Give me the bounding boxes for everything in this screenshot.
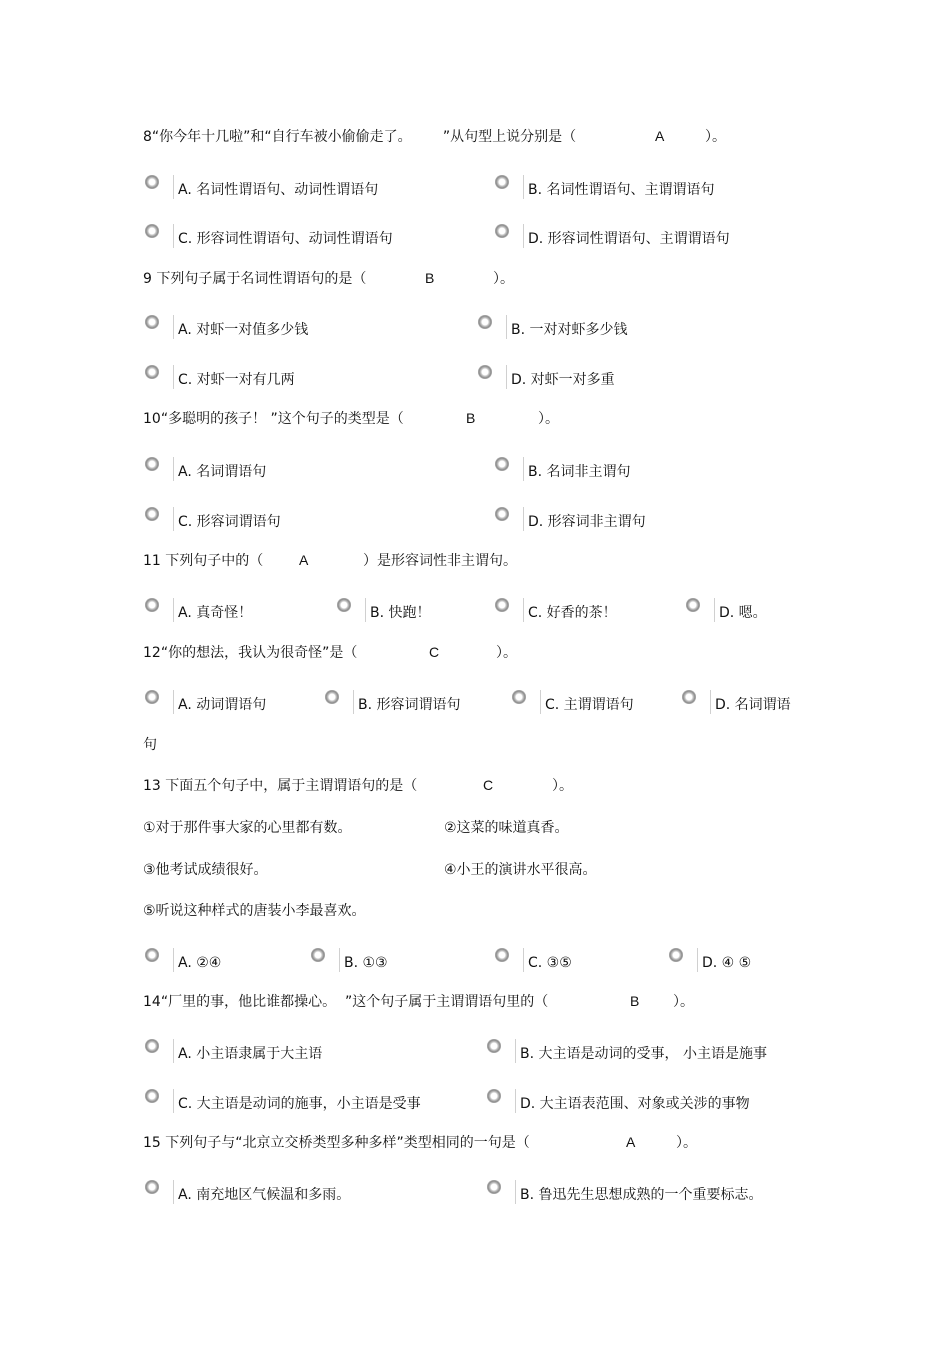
- divider: [173, 1180, 174, 1204]
- divider: [173, 224, 174, 248]
- radio-button[interactable]: [478, 365, 492, 379]
- divider: [173, 1039, 174, 1063]
- divider: [515, 1089, 516, 1113]
- question-10-stem: 10“多聪明的孩子！ ”这个句子的类型是（: [143, 411, 404, 427]
- radio-button[interactable]: [682, 690, 696, 704]
- question-14-stem-end: ）。: [673, 994, 694, 1010]
- question-15-stem-end: ）。: [676, 1135, 697, 1151]
- divider: [523, 507, 524, 531]
- divider: [506, 315, 507, 339]
- question-9-answer: B: [425, 270, 435, 286]
- sentence-3: ③他考试成绩很好。: [143, 862, 268, 878]
- question-13-answer: C: [483, 777, 494, 793]
- question-15-answer: A: [626, 1134, 636, 1150]
- radio-button[interactable]: [145, 690, 159, 704]
- divider: [506, 365, 507, 389]
- radio-button[interactable]: [145, 1180, 159, 1194]
- radio-button[interactable]: [337, 598, 351, 612]
- divider: [173, 1089, 174, 1113]
- question-8-stem: 8“你今年十几啦”和“自行车被小偷偷走了。 ”从句型上说分别是（: [143, 129, 577, 145]
- divider: [515, 1039, 516, 1063]
- divider: [523, 224, 524, 248]
- question-8-answer: A: [655, 128, 665, 144]
- question-12-stem-end: ）。: [496, 645, 517, 661]
- question-12-answer: C: [429, 644, 440, 660]
- radio-button[interactable]: [487, 1039, 501, 1053]
- question-15-stem: 15 下列句子与“北京立交桥类型多种多样”类型相同的一句是（: [143, 1135, 530, 1151]
- question-13-stem: 13 下面五个句子中，属于主谓谓语句的是（: [143, 778, 418, 794]
- divider: [523, 175, 524, 199]
- divider: [173, 948, 174, 972]
- question-14-stem: 14“厂里的事，他比谁都操心。 ”这个句子属于主谓谓语句里的（: [143, 994, 549, 1010]
- radio-button[interactable]: [145, 507, 159, 521]
- question-13-stem-end: ）。: [552, 778, 573, 794]
- divider: [173, 365, 174, 389]
- radio-button[interactable]: [495, 224, 509, 238]
- divider: [515, 1180, 516, 1204]
- divider: [173, 175, 174, 199]
- question-9-stem-end: ）。: [493, 271, 514, 287]
- sentence-5: ⑤听说这种样式的唐装小李最喜欢。: [143, 903, 366, 919]
- radio-button[interactable]: [145, 1039, 159, 1053]
- radio-button[interactable]: [311, 948, 325, 962]
- divider: [173, 315, 174, 339]
- sentence-4: ④小王的演讲水平很高。: [444, 862, 597, 878]
- question-10-stem-end: ）。: [538, 411, 559, 427]
- divider: [173, 457, 174, 481]
- radio-button[interactable]: [145, 315, 159, 329]
- question-12-option-d-continuation: 句: [143, 737, 157, 753]
- radio-button[interactable]: [145, 1089, 159, 1103]
- radio-button[interactable]: [325, 690, 339, 704]
- divider: [540, 690, 541, 714]
- question-10-answer: B: [466, 410, 476, 426]
- radio-button[interactable]: [495, 948, 509, 962]
- divider: [523, 598, 524, 622]
- radio-button[interactable]: [495, 507, 509, 521]
- divider: [710, 690, 711, 714]
- question-11-answer: A: [299, 552, 309, 568]
- divider: [353, 690, 354, 714]
- radio-button[interactable]: [478, 315, 492, 329]
- radio-button[interactable]: [487, 1180, 501, 1194]
- divider: [173, 598, 174, 622]
- radio-button[interactable]: [686, 598, 700, 612]
- page: 8“你今年十几啦”和“自行车被小偷偷走了。 ”从句型上说分别是（ A ）。 A. 名词性谓语句、动词性谓语句 B. 名词性谓语句、主谓谓语句 C. 形容词性谓语句、动词性谓语句 D. 形容词性谓语句、主谓谓语句 9 下列句子属于名词性谓语句的是（ B ）。 A. 对虾一对值多少钱 B. 一对对虾多少钱 C. 对虾一对有几两 D. 对虾一对多重 10“多聪明的孩子！ ”这个句子的类型是（ B ）。 A. 名词谓语句 B. 名词非主谓句 C. 形容词谓语句 D. 形容词非主谓句 11 下列句子中的（ A ）是形容词性非主谓句。 A. 真奇怪！ B. 快跑！ C. 好香的茶！ D. 嗯。 12“你的想法，我认为很奇怪”是（ C ）。 A. 动词谓语句 B. 形容词谓语句 C. 主谓谓语句 D. 名词谓语 句 13 下面五个句子中，属于主谓谓语句的是（ C ）。 ①对于那件事大家的心里都有数。 ②这菜的味道真香。 ③他考试成绩很好。 ④小王的演讲水平很高。 ⑤听说这种样式的唐装小李最喜欢。 A. ②④ B. ①③ C. ③⑤ D. ④ ⑤ 14“厂里的事，他比谁都操心。 ”这个句子属于主谓谓语句里的（ B ）。 A. 小主语隶属于大主语 B. 大主语是动词的受事， 小主语是施事 C. 大主语是动词的施事，小主语是受事 D. 大主语表范围、对象或关涉的事物 15 下列句子与“北京立交桥类型多种多样”类型相同的一句是（ A ）。 A. 南充地区气候温和多雨。 B. 鲁迅先生思想成熟的一个重要标志。: [143, 128, 791, 1203]
- question-9-stem: 9 下列句子属于名词性谓语句的是（: [143, 271, 367, 287]
- question-11-stem-end: ）是形容词性非主谓句。: [363, 553, 517, 569]
- question-8-stem-end: ）。: [705, 129, 726, 145]
- radio-button[interactable]: [145, 365, 159, 379]
- divider: [339, 948, 340, 972]
- radio-button[interactable]: [145, 598, 159, 612]
- radio-button[interactable]: [145, 948, 159, 962]
- sentence-1: ①对于那件事大家的心里都有数。: [143, 820, 352, 836]
- radio-button[interactable]: [487, 1089, 501, 1103]
- divider: [365, 598, 366, 622]
- radio-button[interactable]: [495, 175, 509, 189]
- sentence-2: ②这菜的味道真香。: [444, 820, 569, 836]
- radio-button[interactable]: [512, 690, 526, 704]
- question-11-stem: 11 下列句子中的（: [143, 553, 264, 569]
- radio-button[interactable]: [145, 457, 159, 471]
- divider: [697, 948, 698, 972]
- question-14-answer: B: [630, 993, 640, 1009]
- radio-button[interactable]: [145, 175, 159, 189]
- divider: [173, 690, 174, 714]
- radio-button[interactable]: [669, 948, 683, 962]
- radio-button[interactable]: [495, 598, 509, 612]
- radio-button[interactable]: [145, 224, 159, 238]
- question-12-stem: 12“你的想法，我认为很奇怪”是（: [143, 645, 358, 661]
- divider: [173, 507, 174, 531]
- divider: [714, 598, 715, 622]
- divider: [523, 948, 524, 972]
- radio-button[interactable]: [495, 457, 509, 471]
- divider: [523, 457, 524, 481]
